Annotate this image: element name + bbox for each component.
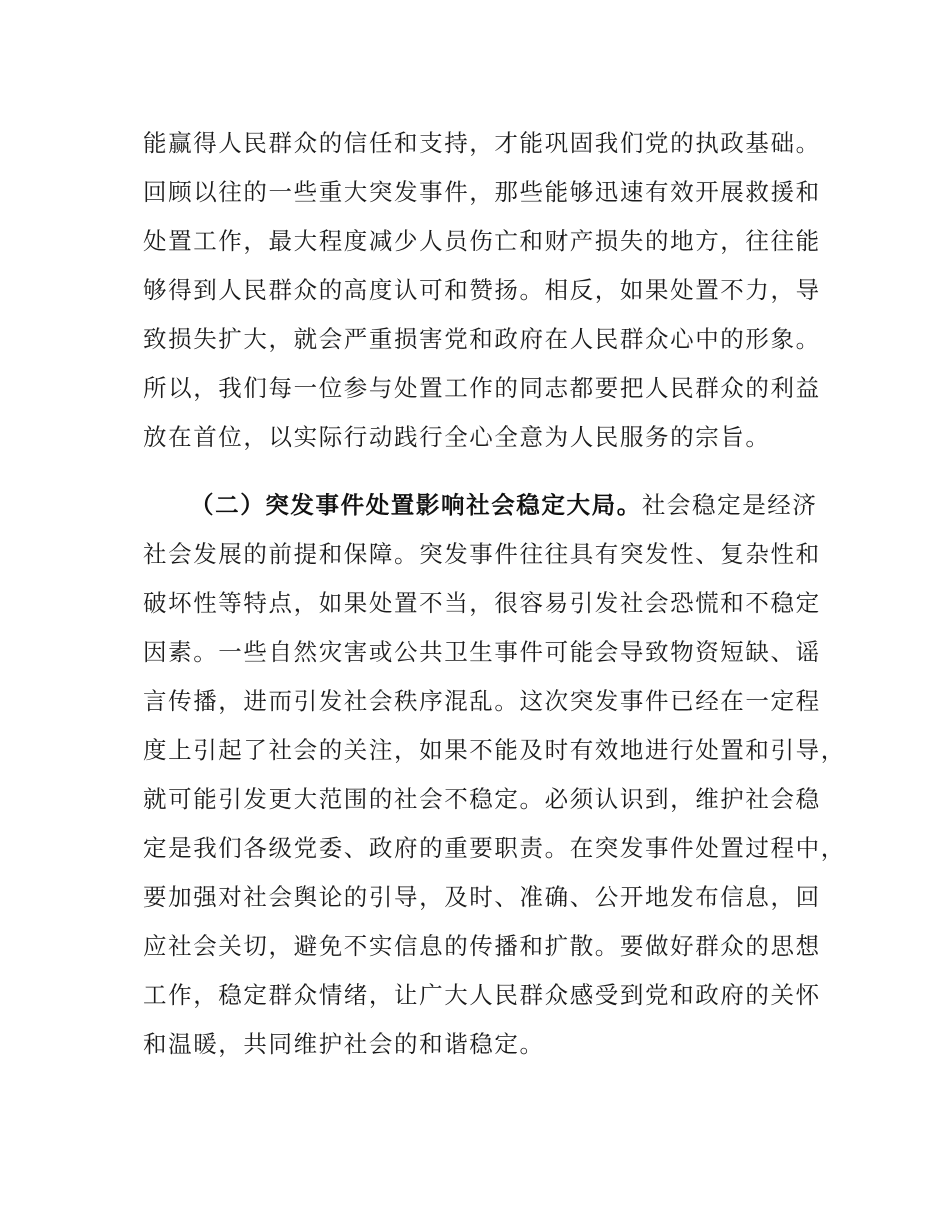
section-heading-line <box>190 480 870 530</box>
paragraph-line: 所以，我们每一位参与处置工作的同志都要把人民群众的利益 <box>143 374 821 402</box>
section-heading: （二）突发事件处置影响社会稳定大局。 <box>190 491 642 519</box>
paragraph-line: 回顾以往的一些重大突发事件，那些能够迅速有效开展救援和 <box>143 178 821 206</box>
paragraph-line: 度上引起了社会的关注，如果不能及时有效地进行处置和引导， <box>143 736 846 764</box>
paragraph-line: 能赢得人民群众的信任和支持，才能巩固我们党的执政基础。 <box>143 129 821 157</box>
paragraph-line: 处置工作，最大程度减少人员伤亡和财产损失的地方，往往能 <box>143 227 821 255</box>
paragraph-line: 应社会关切，避免不实信息的传播和扩散。要做好群众的思想 <box>143 932 821 960</box>
paragraph-line: 言传播，进而引发社会秩序混乱。这次突发事件已经在一定程 <box>143 687 821 715</box>
paragraph-line: 工作，稳定群众情绪，让广大人民群众感受到党和政府的关怀 <box>143 981 821 1009</box>
paragraph-text: 社会稳定是经济 <box>641 491 818 519</box>
paragraph-line: 要加强对社会舆论的引导，及时、准确、公开地发布信息，回 <box>143 883 821 911</box>
paragraph-line: 放在首位，以实际行动践行全心全意为人民服务的宗旨。 <box>143 423 771 451</box>
paragraph-line: 就可能引发更大范围的社会不稳定。必须认识到，维护社会稳 <box>143 785 821 813</box>
paragraph-line: 和温暖，共同维护社会的和谐稳定。 <box>143 1030 545 1058</box>
paragraph-line: 社会发展的前提和保障。突发事件往往具有突发性、复杂性和 <box>143 540 821 568</box>
paragraph-line: 定是我们各级党委、政府的重要职责。在突发事件处置过程中， <box>143 834 846 862</box>
paragraph-line: 破坏性等特点，如果处置不当，很容易引发社会恐慌和不稳定 <box>143 589 821 617</box>
paragraph-line: 够得到人民群众的高度认可和赞扬。相反，如果处置不力，导 <box>143 276 821 304</box>
paragraph-line: 因素。一些自然灾害或公共卫生事件可能会导致物资短缺、谣 <box>143 638 821 666</box>
paragraph-line: 致损失扩大，就会严重损害党和政府在人民群众心中的形象。 <box>143 325 821 353</box>
